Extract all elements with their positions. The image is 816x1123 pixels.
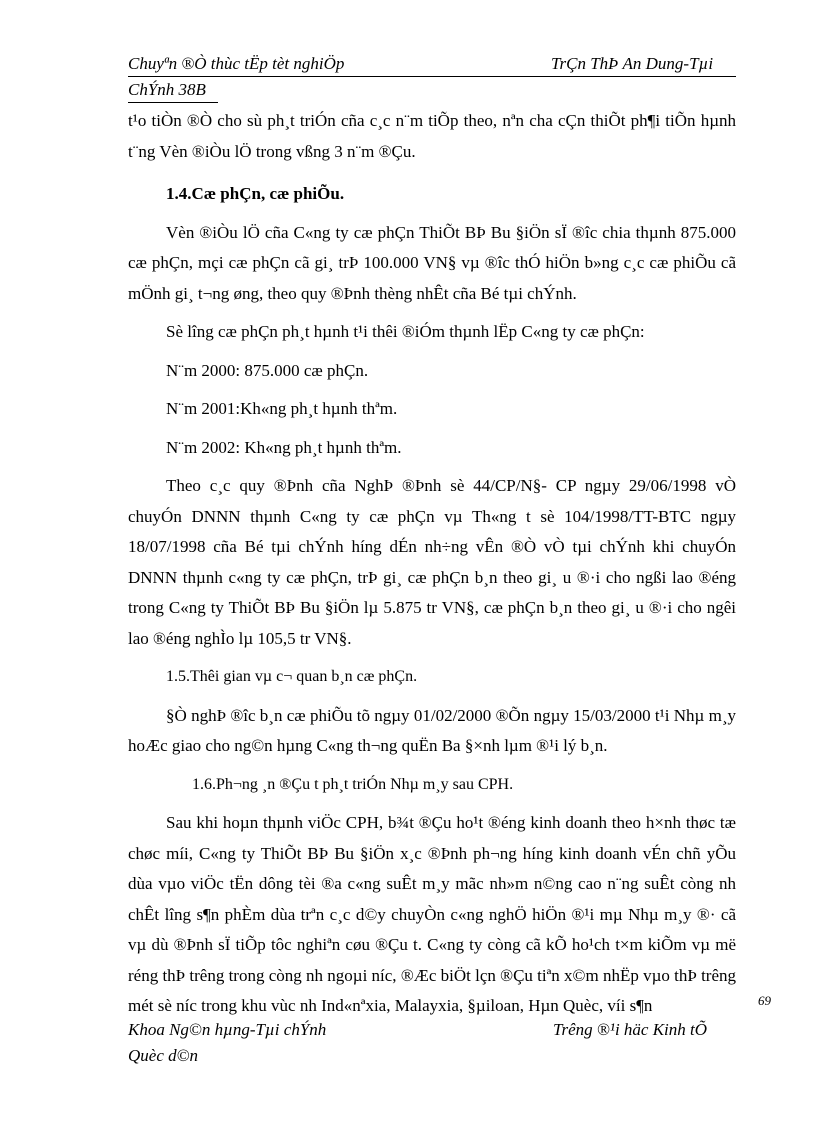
section-1-5-paragraph-1: §Ò nghÞ ®îc b¸n cæ phiÕu tõ ngµy 01/02/2000 ®Õn ngµy 15/03/2000 t¹i Nhµ m¸y hoÆc giao cho ng©n hµng C«ng th¬ng quËn Ba §×nh lµm ®¹i lý b¸n.: [128, 705, 736, 755]
header-left-line2: ChÝnh 38B: [128, 80, 206, 99]
footer-left-line1: Khoa Ng©n hµng-Tµi chÝnh: [128, 1020, 327, 1039]
header-left-line1: Chuyªn ®Ò thùc tËp tèt nghiÖp: [128, 54, 345, 73]
section-1-4-paragraph-2: Sè lîng cæ phÇn ph¸t hµnh t¹i thêi ®iÓm thµnh lËp C«ng ty cæ phÇn:: [166, 322, 645, 341]
section-1-5-title: 1.5.Thêi gian vµ c¬ quan b¸n cæ phÇn.: [166, 668, 418, 685]
footer-right: Trêng ®¹i häc Kinh tÕ: [553, 1020, 708, 1039]
year-2002-line: N¨m 2002: Kh«ng ph¸t hµnh thªm.: [166, 437, 402, 457]
year-2000-line: N¨m 2000: 875.000 cæ phÇn.: [166, 360, 369, 380]
section-1-6-paragraph-1: Sau khi hoµn thµnh viÖc CPH, b¾t ®Çu ho¹t ®éng kinh doanh theo h×nh thøc tæ chøc míi, C«ng ty ThiÕt BÞ Bu §iÖn x¸c ®Þnh ph¬ng híng kinh doanh vÉn chñ yÕu dùa vµo viÖc tËn dông tèi ®a c«ng suÊt m¸y mãc nh»m n©ng cao n¨ng suÊt còng nh chÊt lîng s¶n phÈm dùa trªn c¸c d©y chuyÒn c«ng nghÖ hiÖn ®¹i mµ Nhµ m¸y ®· cã vµ dù ®Þnh sÏ tiÕp tôc nghiªn cøu ®Çu t. C«ng ty còng cã kÕ ho¹ch t×m kiÕm vµ më réng thÞ trêng trong còng nh ngoµi níc, ®Æc biÖt lçn ®Çu tiªn x©m nhËp vµo thÞ trêng mét sè níc trong khu vùc nh Ind«nªxia, Malayxia, §µiloan, Hµn Quèc, víi s¶n: [128, 813, 736, 1015]
header-rule-short: [128, 102, 218, 103]
header-right: TrÇn ThÞ An Dung-Tµi: [551, 54, 714, 73]
section-1-4-paragraph-1: Vèn ®iÒu lÖ cña C«ng ty cæ phÇn ThiÕt BÞ Bu §iÖn sÏ ®îc chia thµnh 875.000 cæ phÇn, mçi cæ phÇn cã gi¸ trÞ 100.000 VN§ vµ ®îc thÓ hiÖn b»ng c¸c cæ phiÕu cã mÖnh gi¸ t¬ng øng, theo quy ®Þnh thèng nhÊt cña Bé tµi chÝnh.: [128, 222, 736, 303]
year-2001-line: N¨m 2001:Kh«ng ph¸t hµnh thªm.: [166, 399, 398, 418]
section-1-6-title: 1.6.Ph¬ng ¸n ®Çu t ph¸t triÓn Nhµ m¸y sau CPH.: [192, 775, 514, 793]
section-1-4-paragraph-3: Theo c¸c quy ®Þnh cña NghÞ ®Þnh sè 44/CP/N§- CP ngµy 29/06/1998 vÒ chuyÓn DNNN thµnh C«ng ty cæ phÇn vµ Th«ng t sè 104/1998/TT-BTC ngµy 18/07/1998 cña Bé tµi chÝnh híng dÉn nh÷ng vÊn ®Ò vÒ tµi chÝnh khi chuyÓn DNNN thµnh c«ng ty cæ phÇn, trÞ gi¸ cæ phÇn b¸n theo gi¸ u ®·i cho ngßi lao ®éng trong C«ng ty ThiÕt BÞ Bu §iÖn lµ 5.875 tr VN§, cæ phÇn b¸n theo gi¸ u ®·i cho ngêi lao ®éng nghÌo lµ 105,5 tr VN§.: [128, 476, 736, 648]
document-body: [128, 106, 736, 1022]
header-rule: [128, 76, 736, 77]
page-number: 69: [758, 993, 771, 1008]
section-1-4-title: 1.4.Cæ phÇn, cæ phiÕu.: [166, 184, 345, 203]
intro-paragraph: t¹o tiÒn ®Ò cho sù ph¸t triÓn cña c¸c n¨m tiÕp theo, nªn cha cÇn thiÕt ph¶i tiÕn hµnh t¨ng Vèn ®iÒu lÖ trong vßng 3 n¨m ®Çu.: [128, 111, 736, 161]
footer-left-line2: Quèc d©n: [128, 1046, 199, 1065]
